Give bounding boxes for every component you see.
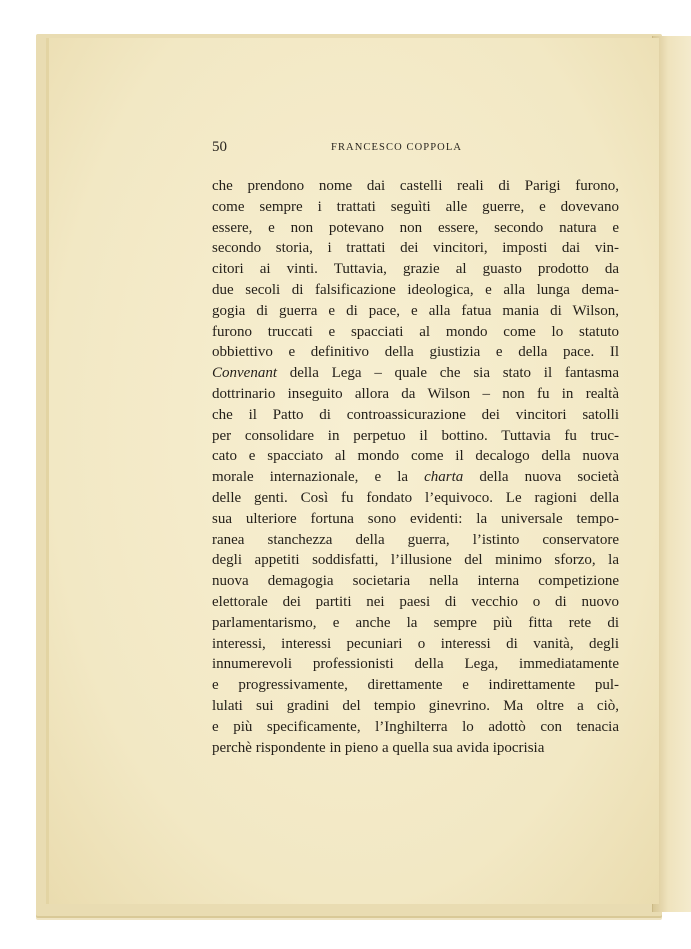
text-line: [212, 384, 619, 405]
text-segment: dottrinario inseguito allora da Wilson – non fu in realtà: [212, 385, 619, 402]
text-segment: furono truccati e spacciati al mondo come lo statuto: [212, 323, 619, 340]
text-segment: citori ai vinti. Tuttavia, grazie al guasto prodotto da: [212, 261, 619, 278]
running-head: FRANCESCO COPPOLA: [331, 142, 463, 153]
text-line: [212, 530, 619, 551]
text-line: [212, 509, 619, 530]
text-line: [212, 613, 619, 634]
text-line: [212, 218, 619, 239]
italic-text: Convenant: [212, 365, 277, 382]
text-segment: e più specificamente, l’Inghilterra lo adottò con tenacia: [212, 718, 619, 735]
text-line: [212, 342, 619, 363]
body-text: [212, 176, 619, 758]
text-line: [212, 488, 619, 509]
text-segment: e progressivamente, direttamente e indirettamente pul-: [212, 677, 619, 694]
text-segment: interessi, interessi pecuniari o interessi di vanità, degli: [212, 635, 619, 652]
text-line: [212, 363, 619, 384]
text-line: [212, 550, 619, 571]
text-segment: lulati sui gradini del tempio ginevrino. Ma oltre a ciò,: [212, 697, 619, 714]
text-line: [212, 197, 619, 218]
text-line: [212, 426, 619, 447]
text-line: [212, 634, 619, 655]
text-line: [212, 696, 619, 717]
italic-text: charta: [424, 469, 464, 486]
text-segment: come sempre i trattati seguìti alle guerre, e dovevano: [212, 198, 619, 215]
text-segment: che il Patto di controassicurazione dei vincitori satolli: [212, 406, 619, 423]
text-segment: essere, e non potevano non essere, secondo natura e: [212, 219, 619, 236]
text-segment: obbiettivo e definitivo della giustizia e della pace. Il: [212, 344, 619, 361]
text-segment: gogia di guerra e di pace, e alla fatua mania di Wilson,: [212, 302, 619, 319]
text-line: [212, 280, 619, 301]
text-segment: della Lega – quale che sia stato il fantasma: [277, 365, 619, 382]
text-line: [212, 654, 619, 675]
text-line: [212, 592, 619, 613]
text-segment: degli appetiti soddisfatti, l’illusione del minimo sforzo, la: [212, 552, 619, 569]
text-line: [212, 301, 619, 322]
text-line: [212, 571, 619, 592]
text-segment: morale internazionale, e la: [212, 469, 425, 486]
book-page: [46, 38, 659, 904]
text-segment: nuova demagogia societaria nella interna competizione: [212, 573, 619, 590]
text-segment: delle genti. Così fu fondato l’equivoco. Le ragioni della: [212, 489, 619, 506]
text-segment: due secoli di falsificazione ideologica, e alla lunga dema-: [212, 281, 619, 298]
text-line: [212, 238, 619, 259]
text-line: [212, 717, 619, 738]
text-line: [212, 322, 619, 343]
text-line: [212, 675, 619, 696]
text-line: [212, 176, 619, 197]
text-line: [212, 467, 619, 488]
text-segment: elettorale dei partiti nei paesi di vecchio o di nuovo: [212, 593, 619, 610]
page-number: 50: [212, 139, 227, 155]
text-line: [212, 405, 619, 426]
text-segment: secondo storia, i trattati dei vincitori, imposti dai vin-: [212, 240, 619, 257]
text-segment: della nuova società: [463, 469, 619, 486]
text-segment: innumerevoli professionisti della Lega, immediatamente: [212, 656, 619, 673]
text-segment: cato e spacciato al mondo come il decalogo della nuova: [212, 448, 619, 465]
text-segment: per consolidare in perpetuo il bottino. Tuttavia fu truc-: [212, 427, 619, 444]
text-segment: parlamentarismo, e anche la sempre più fitta rete di: [212, 614, 619, 631]
text-line: [212, 446, 619, 467]
text-segment: perchè rispondente in pieno a quella sua avida ipocrisia: [212, 739, 545, 756]
text-line: [212, 259, 619, 280]
text-segment: sua ulteriore fortuna sono evidenti: la universale tempo-: [212, 510, 619, 527]
text-segment: ranea stanchezza della guerra, l’istinto conservatore: [212, 531, 619, 548]
text-line: [212, 738, 619, 759]
text-segment: che prendono nome dai castelli reali di Parigi furono,: [212, 178, 619, 194]
